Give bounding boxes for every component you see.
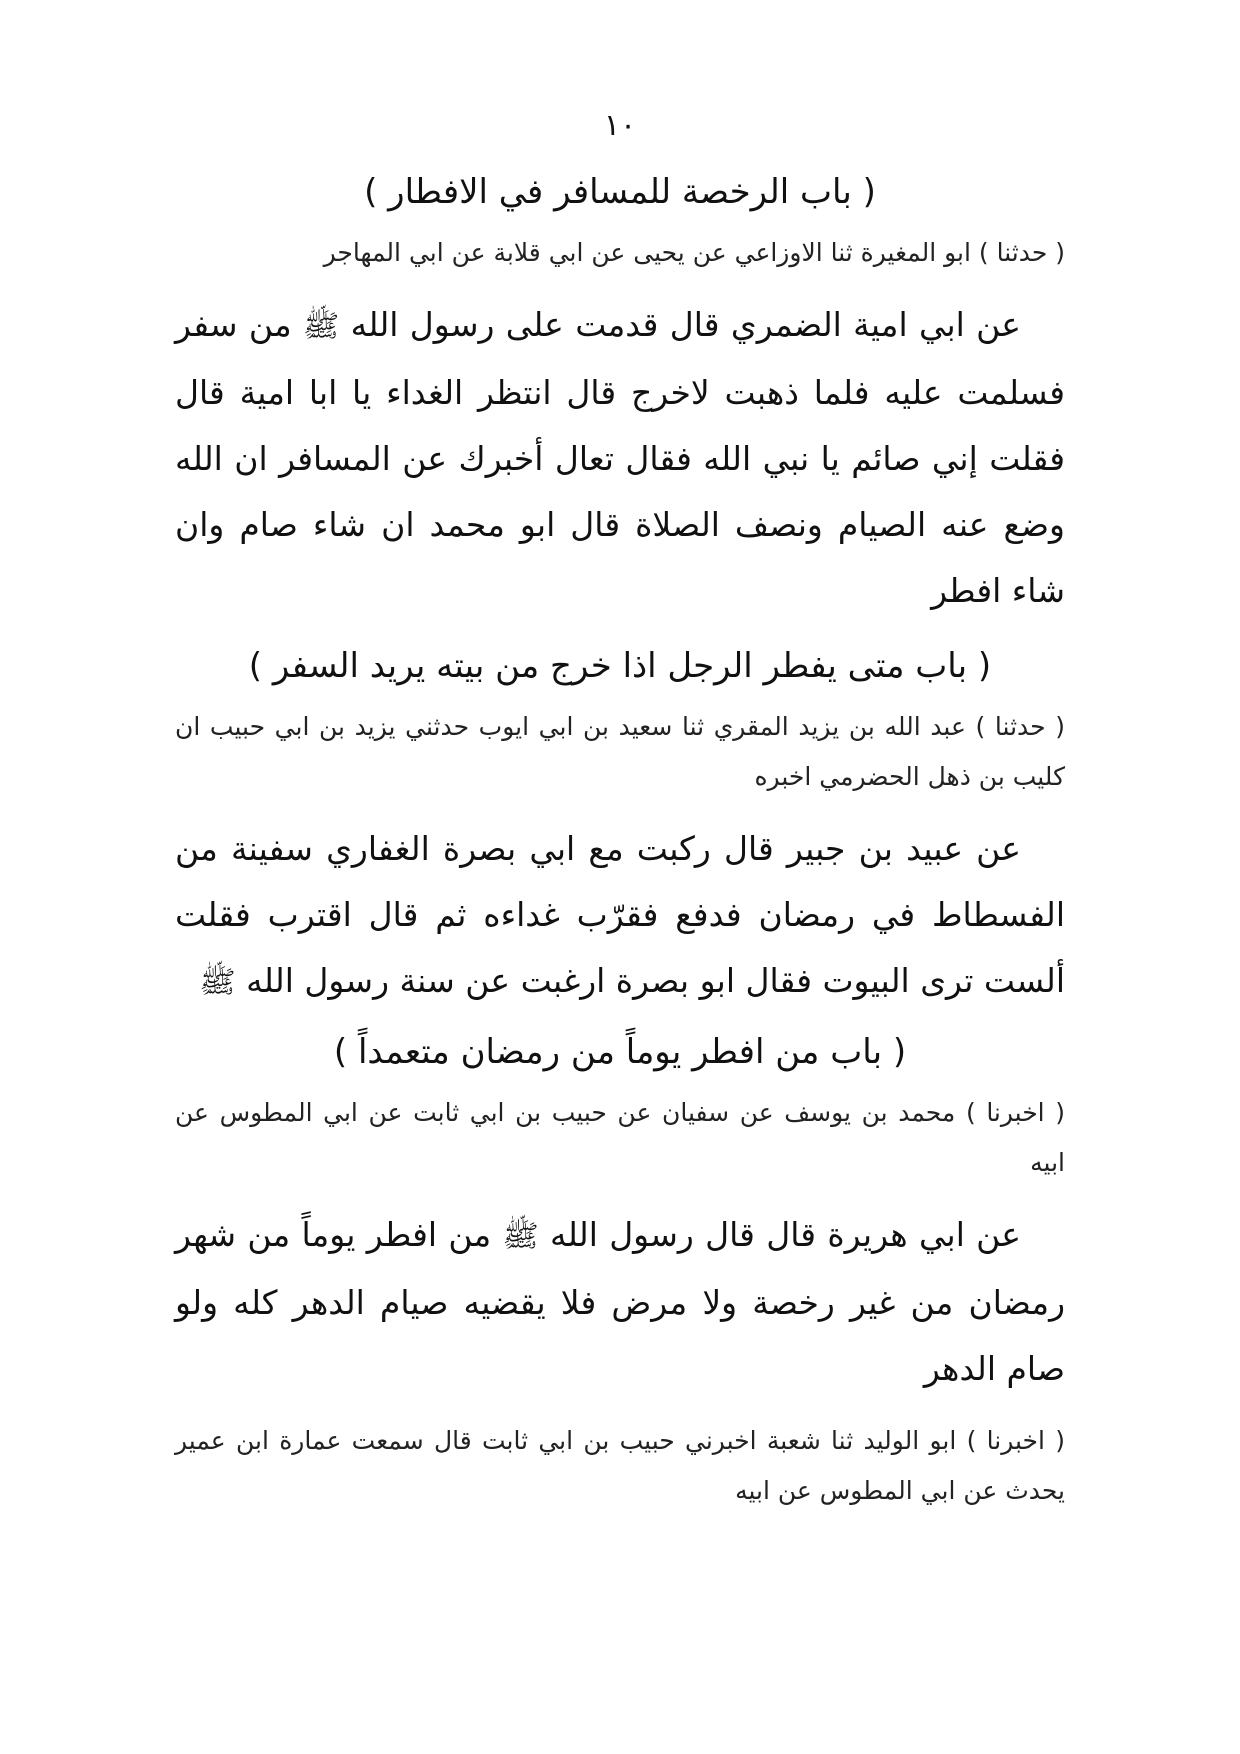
page-number: ١٠ — [603, 108, 637, 143]
isnad-chain-2: ( حدثنا ) عبد الله بن يزيد المقري ثنا سعيد بن ابي ايوب حدثني يزيد بن ابي حبيب ان كليب بن ذهل الحضرمي اخبره — [175, 712, 1065, 791]
section-heading-deliberate-breaking: ( باب من افطر يوماً من رمضان متعمداً ) — [333, 1032, 907, 1072]
hadith-text-2 — [175, 816, 1065, 1016]
hadith-text-1-part-b: من سفر فسلمت عليه فلما ذهبت لاخرج قال انتظر الغداء يا ابا امية قال فقلت إني صائم يا نبي الله فقال تعال أخبرك عن المسافر ان الله وضع عنه الصيام ونصف الصلاة قال ابو محمد ان شاء صام وان شاء افطر — [175, 305, 1065, 610]
salawat-glyph-3: ﷺ — [502, 1219, 539, 1254]
section-heading-when-to-break-fast: ( باب متى يفطر الرجل اذا خرج من بيته يريد السفر ) — [248, 646, 992, 686]
isnad-chain-1: ( حدثنا ) ابو المغيرة ثنا الاوزاعي عن يحيى عن ابي قلابة عن ابي المهاجر — [323, 238, 1065, 267]
isnad-chain-3: ( اخبرنا ) محمد بن يوسف عن سفيان عن حبيب بن ابي ثابت عن ابي المطوس عن ابيه — [175, 1098, 1065, 1177]
hadith-text-2-part-a: عن عبيد بن جبير قال ركبت مع ابي بصرة الغفاري سفينة من الفسطاط في رمضان فدفع فقرّب غداءه ثم قال اقترب فقلت ألست ترى البيوت فقال ابو بصرة ارغبت عن سنة رسول الله — [175, 829, 1065, 1000]
hadith-text-3-part-b: من افطر يوماً من شهر رمضان من غير رخصة ولا مرض فلا يقضيه صيام الدهر كله ولو صام الدهر — [175, 1215, 1065, 1388]
hadith-text-3 — [175, 1202, 1065, 1402]
page-body — [175, 170, 1065, 1516]
salawat-glyph-2: ﷺ — [199, 965, 236, 1000]
hadith-text-1 — [175, 292, 1065, 624]
hadith-text-3-part-a: عن ابي هريرة قال قال رسول الله — [550, 1215, 1021, 1254]
section-heading-travel-concession: ( باب الرخصة للمسافر في الافطار ) — [364, 172, 876, 212]
isnad-chain-4: ( اخبرنا ) ابو الوليد ثنا شعبة اخبرني حبيب بن ابي ثابت قال سمعت عمارة ابن عمير يحدث عن ابي المطوس عن ابيه — [175, 1426, 1065, 1505]
hadith-text-1-part-a: عن ابي امية الضمري قال قدمت على رسول الله — [350, 305, 1021, 344]
salawat-glyph-1: ﷺ — [303, 309, 340, 344]
